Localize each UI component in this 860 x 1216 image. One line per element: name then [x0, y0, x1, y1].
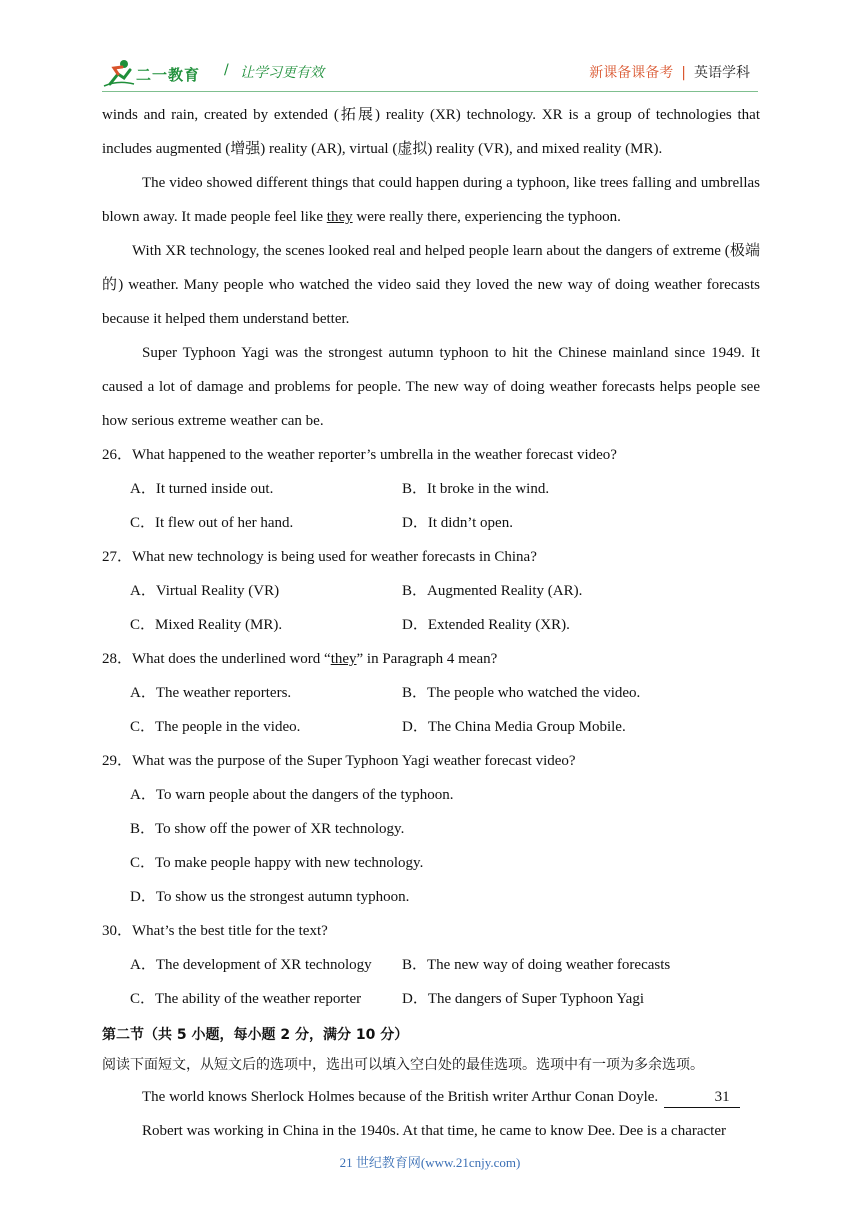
section-2-paragraph-1-text: The world knows Sherlock Holmes because of the British writer Arthur Conan Doyle.: [142, 1089, 659, 1105]
logo-text: 二一教育: [136, 66, 201, 84]
option-29-d: D．To show us the strongest autumn typhoon.: [130, 889, 410, 905]
underlined-word-they: they: [326, 209, 353, 225]
logo: [102, 58, 212, 88]
header-slash: /: [224, 62, 229, 78]
question-28-underlined-word: they: [330, 651, 357, 667]
question-28-stem: [102, 642, 760, 676]
option-30-b: B．The new way of doing weather forecasts: [402, 957, 671, 973]
page-footer: 21 世纪教育网(www.21cnjy.com): [339, 1155, 521, 1170]
option-26-a: A．It turned inside out.: [130, 481, 274, 497]
question-26-stem: 26．What happened to the weather reporter’s umbrella in the weather forecast video?: [102, 447, 617, 463]
option-27-c: C．Mixed Reality (MR).: [130, 617, 283, 633]
option-29-b: B．To show off the power of XR technology.: [130, 821, 405, 837]
question-28-stem-b: ” in Paragraph 4 mean?: [356, 651, 498, 667]
option-29-c: C．To make people happy with new technology.: [130, 855, 424, 871]
header-exam: 新课备课备考: [589, 65, 674, 81]
header-slogan: 让学习更有效: [240, 65, 324, 81]
page-header: [102, 54, 758, 90]
paragraph-2-part-b: were really there, experiencing the typhoon.: [352, 209, 621, 225]
header-subject: 英语学科: [694, 65, 750, 81]
option-28-c: C．The people in the video.: [130, 719, 301, 735]
question-30-options-row-2: [102, 982, 760, 1016]
option-27-b: B．Augmented Reality (AR).: [402, 583, 583, 599]
question-29-stem: 29．What was the purpose of the Super Typhoon Yagi weather forecast video?: [102, 753, 576, 769]
question-30-stem: 30．What’s the best title for the text?: [102, 923, 328, 939]
question-28-options-row-2: [102, 710, 760, 744]
paragraph-2-part-a: The video showed different things that could happen during a typhoon, like trees falling and umbrellas blown away. It made people feel like: [102, 175, 760, 225]
option-26-d: D．It didn’t open.: [402, 515, 513, 531]
option-26-c: C．It flew out of her hand.: [130, 515, 294, 531]
section-2-heading: 第二节（共 5 小题，每小题 2 分，满分 10 分）: [102, 1027, 409, 1043]
question-27-stem: 27．What new technology is being used for weather forecasts in China?: [102, 549, 537, 565]
paragraph-4: Super Typhoon Yagi was the strongest autumn typhoon to hit the Chinese mainland since 1949. It caused a lot of damage and problems for people. The new way of doing weather forecasts helps people see how serious extreme weather can be.: [102, 345, 760, 429]
section-2-paragraph-2: Robert was working in China in the 1940s. At that time, he came to know Dee. Dee is a character: [142, 1123, 727, 1139]
question-30-options-row-1: [102, 948, 760, 982]
question-27-options-row-1: [102, 574, 760, 608]
option-28-b: B．The people who watched the video.: [402, 685, 641, 701]
header-separator: |: [681, 65, 686, 81]
question-28-options-row-1: [102, 676, 760, 710]
question-27-options-row-2: [102, 608, 760, 642]
header-right: [589, 62, 750, 82]
option-28-a: A．The weather reporters.: [130, 685, 292, 701]
option-29-a: A．To warn people about the dangers of the typhoon.: [130, 787, 454, 803]
section-2-instructions: 阅读下面短文，从短文后的选项中，选出可以填入空白处的最佳选项。选项中有一项为多余选项。: [102, 1057, 704, 1073]
paragraph-2: [102, 166, 760, 234]
option-27-a: A．Virtual Reality (VR): [130, 583, 280, 599]
question-28-stem-a: 28．What does the underlined word “: [102, 651, 331, 667]
option-30-d: D．The dangers of Super Typhoon Yagi: [402, 991, 644, 1007]
section-2-paragraph-1: [102, 1080, 760, 1114]
option-27-d: D．Extended Reality (XR).: [402, 617, 570, 633]
question-26-options-row-1: [102, 472, 760, 506]
document-body: [102, 98, 760, 1148]
header-rule: [102, 91, 758, 92]
runner-logo-icon: [102, 58, 136, 88]
paragraph-1: winds and rain, created by extended (拓展) reality (XR) technology. XR is a group of technologies that includes augmented (增强) reality (AR), virtual (虚拟) reality (VR), and mixed reality (MR).: [102, 107, 760, 157]
option-30-a: A．The development of XR technology: [130, 957, 372, 973]
option-26-b: B．It broke in the wind.: [402, 481, 550, 497]
option-30-c: C．The ability of the weather reporter: [130, 991, 362, 1007]
paragraph-3: With XR technology, the scenes looked real and helped people learn about the dangers of extreme (极端的) weather. Many people who watched the video said they loved the new way of doing weather forecasts because it helped them understand better.: [102, 243, 760, 327]
question-26-options-row-2: [102, 506, 760, 540]
option-28-d: D．The China Media Group Mobile.: [402, 719, 626, 735]
blank-31: 31: [664, 1087, 740, 1108]
